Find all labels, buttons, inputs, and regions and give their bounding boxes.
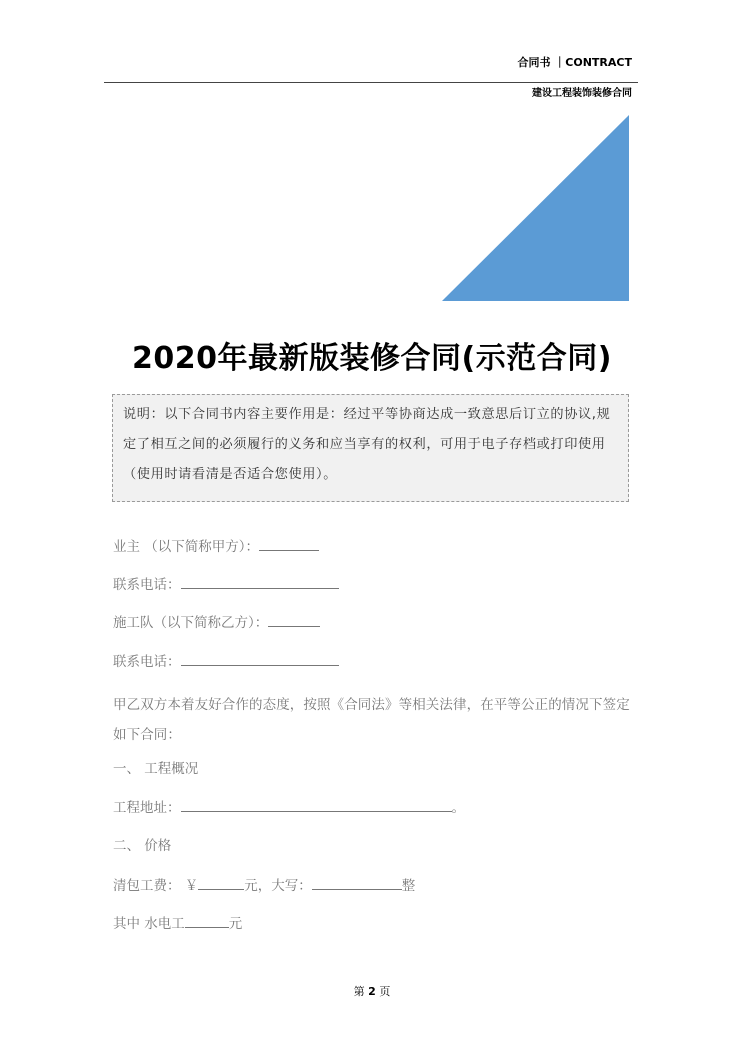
address-end: 。 [451,800,465,816]
team-field [113,612,320,632]
team-phone-blank[interactable] [181,651,339,666]
plumbing-label: 其中 水电工 [113,916,185,932]
section1-heading: 一、 工程概况 [113,761,199,777]
footer-prefix: 第 [353,985,365,998]
team-blank[interactable] [268,612,320,627]
price-label: 清包工费： ￥ [113,878,199,894]
notice-box [112,394,629,502]
owner-field [113,536,319,556]
address-field [113,797,465,817]
owner-blank[interactable] [259,536,319,551]
intro-paragraph: 甲乙双方本着友好合作的态度，按照《合同法》等相关法律，在平等公正的情况下签定如下合同： [113,697,630,743]
header-subtitle: 建设工程装饰装修合同 [532,88,632,99]
owner-label: 业主 （以下简称甲方）： [113,539,260,555]
page-number: 2 [368,985,376,998]
decorative-triangle [442,115,629,301]
footer-suffix: 页 [379,985,391,998]
header-divider [104,82,638,83]
team-label: 施工队（以下简称乙方）： [113,615,269,631]
owner-phone-label: 联系电话： [113,577,181,593]
price-words-blank[interactable] [312,875,402,890]
notice-text: 说明：以下合同书内容主要作用是：经过平等协商达成一致意思后订立的协议,规定了相互之间的必须履行的义务和应当享有的权利，可用于电子存档或打印使用（使用时请看清是否适合您使用）。 [123,407,611,482]
plumbing-unit: 元 [228,916,243,932]
owner-phone-blank[interactable] [181,574,339,589]
price-suffix: 整 [401,878,416,894]
price-blank[interactable] [198,875,244,890]
plumbing-field [113,913,242,933]
price-unit: 元，大写： [244,878,312,894]
address-blank[interactable] [181,797,452,812]
price-field [113,875,415,895]
team-phone-field [113,651,339,671]
document-title: 2020年最新版装修合同(示范合同) [132,341,612,376]
plumbing-blank[interactable] [185,913,229,928]
page-footer [0,983,744,999]
team-phone-label: 联系电话： [113,654,181,670]
owner-phone-field [113,574,339,594]
address-label: 工程地址： [113,800,181,816]
section2-heading: 二、 价格 [113,838,172,854]
header-top-label: 合同书 ｜CONTRACT [517,56,632,69]
